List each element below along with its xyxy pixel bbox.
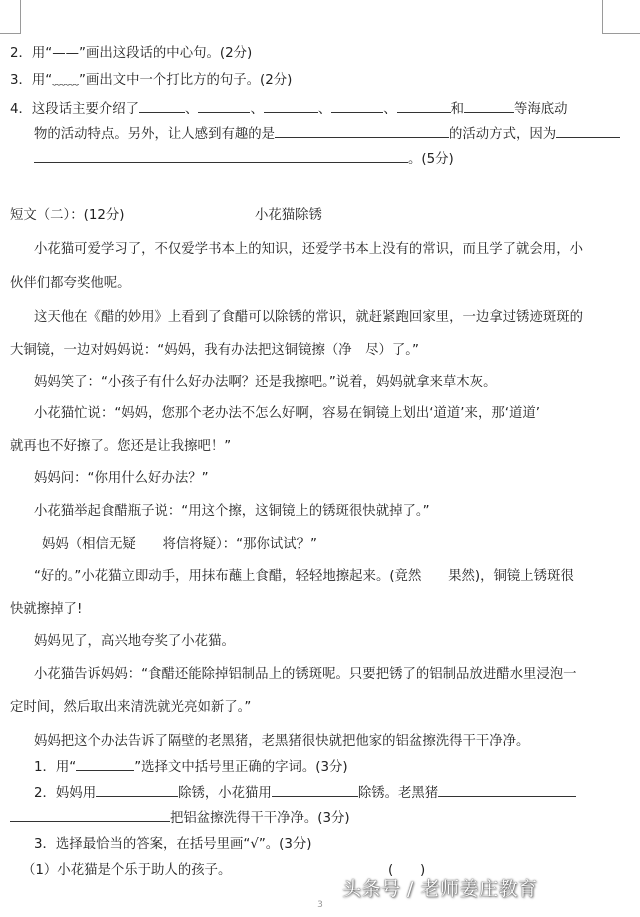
bottom-question-2-line-1 — [34, 783, 640, 803]
page-number: 3 — [317, 900, 323, 910]
bottom-question-2-line-2 — [10, 808, 640, 828]
answer-blank[interactable] — [96, 783, 178, 797]
paragraph-line: 妈妈问：“你用什么好办法？” — [34, 471, 209, 486]
paragraph-line: 小花猫可爱学习了，不仅爱学书本上的知识，还爱学书本上没有的常识，而且学了就会用，小 — [34, 242, 584, 257]
answer-blank[interactable] — [76, 757, 134, 771]
crop-mark-right-h — [602, 33, 640, 34]
watermark: 头条号 / 老师姜庄教育 — [342, 878, 538, 900]
paragraph-line: 这天他在《醋的妙用》上看到了食醋可以除锈的常识，就赶紧跑回家里，一边拿过锈迹斑斑的 — [34, 310, 584, 325]
question-4-line-3 — [34, 149, 640, 169]
paragraph-line: 妈妈见了，高兴地夸奖了小花猫。 — [34, 634, 235, 649]
separator: 、 — [317, 102, 332, 117]
question-4-line-1 — [10, 99, 640, 119]
question-4-line-2 — [34, 124, 640, 144]
question-text: 2．妈妈用 — [34, 786, 97, 801]
passage-heading: 短文（二）：(12分) — [10, 208, 125, 223]
paragraph-line: 快就擦掉了! — [10, 602, 83, 617]
answer-blank[interactable] — [397, 99, 451, 113]
question-text: （1）小花猫是个乐于助人的孩子。 — [22, 863, 232, 878]
question-text: 1．用“ — [34, 760, 77, 775]
paragraph-line: 伙伴们都夸奖他呢。 — [10, 276, 131, 291]
paragraph-line: 大铜镜，一边对妈妈说：“妈妈，我有办法把这铜镜擦（净 尽）了。” — [10, 343, 419, 358]
question-3-text: 3．用“﹏﹏”画出文中一个打比方的句子。(2分) — [10, 73, 293, 88]
answer-blank[interactable] — [556, 124, 620, 138]
bottom-question-1 — [34, 757, 640, 777]
answer-blank[interactable] — [331, 99, 383, 113]
paragraph-line: “好的。”小花猫立即动手，用抹布蘸上食醋，轻轻地擦起来。(竟然 果然)，铜镜上锈斑很 — [34, 569, 574, 584]
bottom-question-3 — [34, 836, 640, 854]
paragraph-line: 妈妈（相信无疑 将信将疑）：“那你试试？” — [42, 537, 317, 552]
crop-mark-left-h — [0, 33, 20, 34]
answer-blank[interactable] — [464, 99, 514, 113]
answer-blank[interactable] — [10, 808, 170, 822]
answer-blank[interactable] — [272, 783, 358, 797]
question-2 — [10, 45, 640, 63]
answer-blank[interactable] — [34, 149, 408, 163]
passage-heading-row — [10, 207, 640, 225]
answer-blank[interactable] — [438, 783, 576, 797]
paragraph-line: 就再也不好擦了。您还是让我擦吧！” — [10, 439, 232, 454]
question-4-text: 物的活动特点。另外，让人感到有趣的是 — [34, 127, 276, 142]
question-4-text: 等海底动 — [514, 102, 568, 117]
paragraph-line: 妈妈笑了：“小孩子有什么好办法啊？还是我擦吧。”说着，妈妈就拿来草木灰。 — [34, 375, 497, 390]
bottom-question-3-1 — [22, 862, 640, 880]
question-3 — [10, 72, 640, 90]
question-text: 3．选择最恰当的答案，在括号里画“√”。(3分) — [34, 837, 312, 852]
question-4-text: 4．这段话主要介绍了 — [10, 102, 140, 117]
question-text: ”选择文中括号里正确的字词。(3分) — [134, 760, 348, 775]
paragraph-line: 小花猫告诉妈妈：“食醋还能除掉铝制品上的锈斑呢。只要把锈了的铝制品放进醋水里浸泡一 — [34, 667, 577, 682]
paragraph-line: 小花猫举起食醋瓶子说：“用这个擦，这铜镜上的锈斑很快就掉了。” — [34, 504, 430, 519]
answer-paren[interactable]: ( ) — [388, 863, 426, 878]
answer-blank[interactable] — [275, 124, 449, 138]
question-text: 把铝盆擦洗得干干净净。(3分) — [170, 811, 350, 826]
separator: 、 — [185, 102, 199, 117]
crop-mark-left-v — [20, 0, 21, 34]
answer-blank[interactable] — [139, 99, 185, 113]
separator: 、 — [383, 102, 397, 117]
question-text: 除锈，小花猫用 — [178, 786, 272, 801]
question-2-text: 2．用“——”画出这段话的中心句。(2分) — [10, 46, 253, 61]
and-word: 和 — [450, 102, 464, 117]
separator: 、 — [250, 102, 264, 117]
question-4-text: 。(5分) — [408, 152, 454, 167]
paragraph-line: 定时间，然后取出来清洗就光亮如新了。” — [10, 700, 252, 715]
paragraph-line: 妈妈把这个办法告诉了隔壁的老黑猪，老黑猪很快就把他家的铝盆擦洗得干干净净。 — [34, 734, 530, 749]
answer-blank[interactable] — [198, 99, 250, 113]
answer-blank[interactable] — [264, 99, 318, 113]
paragraph-line: 小花猫忙说：“妈妈，您那个老办法不怎么好啊，容易在铜镜上划出‘道道’来，那‘道道’ — [34, 406, 541, 421]
passage-title: 小花猫除锈 — [255, 208, 322, 223]
question-text: 除锈。老黑猪 — [357, 786, 439, 801]
crop-mark-right-v — [602, 0, 603, 34]
question-4-text: 的活动方式，因为 — [449, 127, 557, 142]
